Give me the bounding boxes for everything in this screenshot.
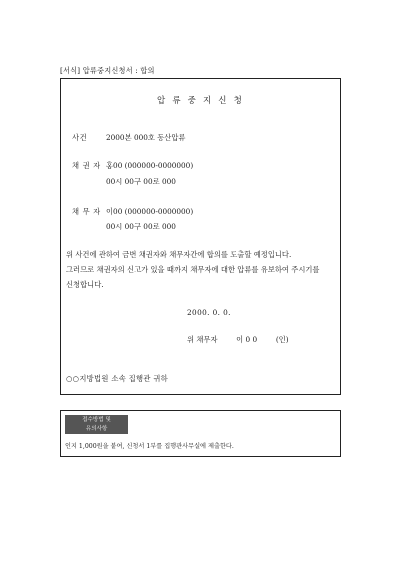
form-label: [서식] 압류중지신청서 : 합의: [60, 66, 155, 75]
notice-box: [60, 410, 341, 457]
signer-line: [187, 335, 289, 345]
notice-badge-line: 유의사항: [85, 425, 108, 432]
creditor-label: 채 권 자: [72, 161, 101, 170]
signer-label: 위 채무자: [187, 335, 218, 344]
notice-badge: [65, 415, 128, 434]
debtor-label: 채 무 자: [72, 207, 101, 216]
notice-text: 인지 1,000원을 붙여, 신청서 1부를 집행관사무실에 제출한다.: [65, 443, 234, 450]
addressee: ○○지방법원 소속 집행관 귀하: [66, 374, 169, 383]
case-value: 2000본 000호 동산압류: [106, 133, 186, 142]
notice-badge-line: 접수방법 및: [82, 417, 111, 423]
debtor-name-id: 이00 (000000-0000000): [106, 207, 194, 216]
application-form: [60, 78, 341, 395]
creditor-address: 00시 00구 00로 000: [106, 177, 176, 186]
body-line: 위 사건에 관하여 금번 채권자와 채무자간에 합의를 도출할 예정입니다.: [66, 250, 292, 259]
document-title: 압 류 중 지 신 청: [157, 96, 244, 106]
creditor-name-id: 홍00 (000000-0000000): [106, 161, 194, 170]
signer-name: 이 0 0: [236, 335, 258, 344]
case-label: 사건: [72, 133, 88, 142]
application-date: 2000. 0. 0.: [187, 308, 231, 317]
request-body: [66, 247, 336, 292]
body-line: 신청합니다.: [66, 280, 104, 289]
debtor-address: 00시 00구 00로 000: [106, 222, 176, 231]
body-line: 그러므로 채권자의 신고가 있을 때까지 채무자에 대한 압류를 유보하여 주시기를: [66, 265, 320, 274]
seal-mark: (인): [275, 335, 289, 344]
